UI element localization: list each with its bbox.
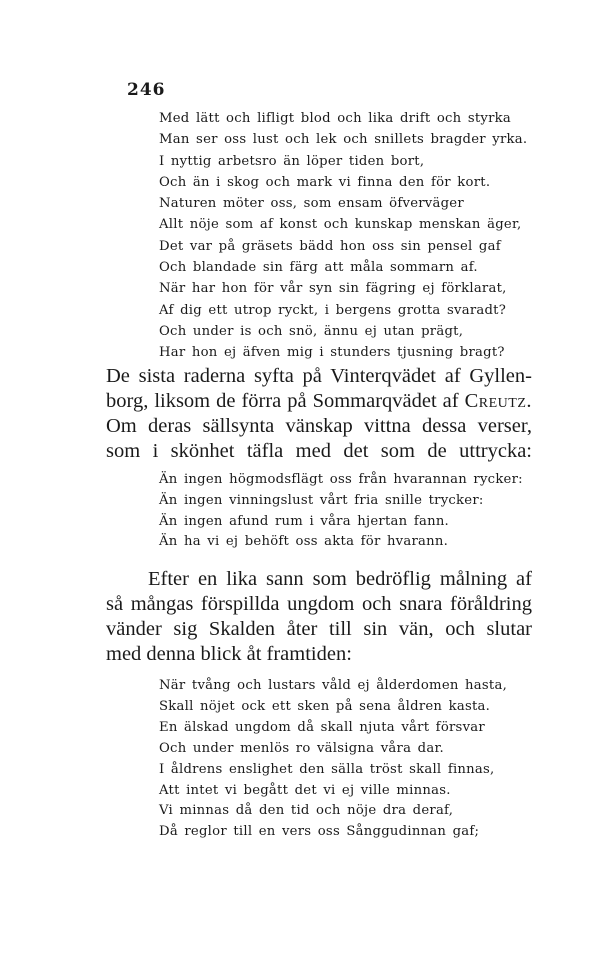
- verse-stanza-1: [159, 108, 527, 364]
- prose-line: som i skönhet täfla med det som de uttrycka:: [106, 440, 532, 462]
- verse-line: Vi minnas då den tid och nöje dra deraf,: [159, 803, 454, 819]
- prose-line: [106, 389, 532, 414]
- verse-line: Än ingen vinningslust vårt fria snille trycker:: [159, 492, 484, 508]
- verse-line: Än ha vi ej behöft oss akta för hvarann.: [159, 534, 449, 550]
- verse-line: Att intet vi begått det vi ej ville minnas.: [159, 782, 451, 798]
- prose-paragraph-2: [106, 567, 532, 667]
- verse-line: En älskad ungdom då skall njuta vårt försvar: [159, 719, 485, 735]
- verse-line: Då reglor till en vers oss Sånggudinnan gaf;: [159, 824, 480, 840]
- page-number: 246: [127, 80, 166, 100]
- verse-stanza-2: [159, 470, 523, 553]
- verse-line: Och blandade sin färg att måla sommarn af.: [159, 260, 478, 276]
- verse-line: Man ser oss lust och lek och snillets bragder yrka.: [159, 132, 528, 148]
- prose-line-text: borg, liksom de förra på Sommarqvädet af: [106, 390, 459, 412]
- verse-line: Och under menlös ro välsigna våra dar.: [159, 740, 444, 756]
- prose-paragraph-1: [106, 364, 532, 464]
- prose-line: så mångas förspillda ungdom och snara föråldring: [106, 593, 532, 615]
- verse-line: När tvång och lustars våld ej ålderdomen hasta,: [159, 678, 508, 693]
- verse-line: Af dig ett utrop ryckt, i bergens grotta svaradt?: [159, 302, 507, 318]
- verse-line: När har hon för vår syn sin fägring ej förklarat,: [159, 281, 507, 297]
- verse-line: Och under is och snö, ännu ej utan prägt,: [159, 323, 464, 339]
- author-name: Creutz.: [464, 390, 532, 412]
- verse-stanza-3: [159, 676, 507, 843]
- prose-line: Efter en lika sann som bedröflig målning af: [148, 568, 532, 590]
- prose-line: med denna blick åt framtiden:: [106, 643, 352, 665]
- verse-line: Med lätt och lifligt blod och lika drift och styrka: [159, 111, 512, 126]
- verse-line: Än ingen högmodsflägt oss från hvarannan rycker:: [159, 472, 523, 487]
- verse-line: Det var på gräsets bädd hon oss sin pensel gaf: [159, 238, 501, 254]
- verse-line: I nyttig arbetsro än löper tiden bort,: [159, 153, 425, 169]
- prose-line: vänder sig Skalden åter till sin vän, och slutar: [106, 618, 532, 640]
- verse-line: Har hon ej äfven mig i stunders tjusning bragt?: [159, 345, 505, 361]
- prose-line: Om deras sällsynta vänskap vittna dessa verser,: [106, 415, 532, 437]
- verse-line: Naturen möter oss, som ensam öfverväger: [159, 196, 464, 212]
- verse-line: Än ingen afund rum i våra hjertan fann.: [159, 513, 449, 529]
- verse-line: Och än i skog och mark vi finna den för kort.: [159, 174, 491, 190]
- verse-line: Skall nöjet ock ett sken på sena åldren kasta.: [159, 698, 491, 714]
- verse-line: Allt nöje som af konst och kunskap menskan äger,: [159, 217, 522, 233]
- verse-line: I åldrens enslighet den sälla tröst skall finnas,: [159, 761, 495, 777]
- prose-line: De sista raderna syfta på Vinterqvädet af Gyllen-: [106, 365, 532, 387]
